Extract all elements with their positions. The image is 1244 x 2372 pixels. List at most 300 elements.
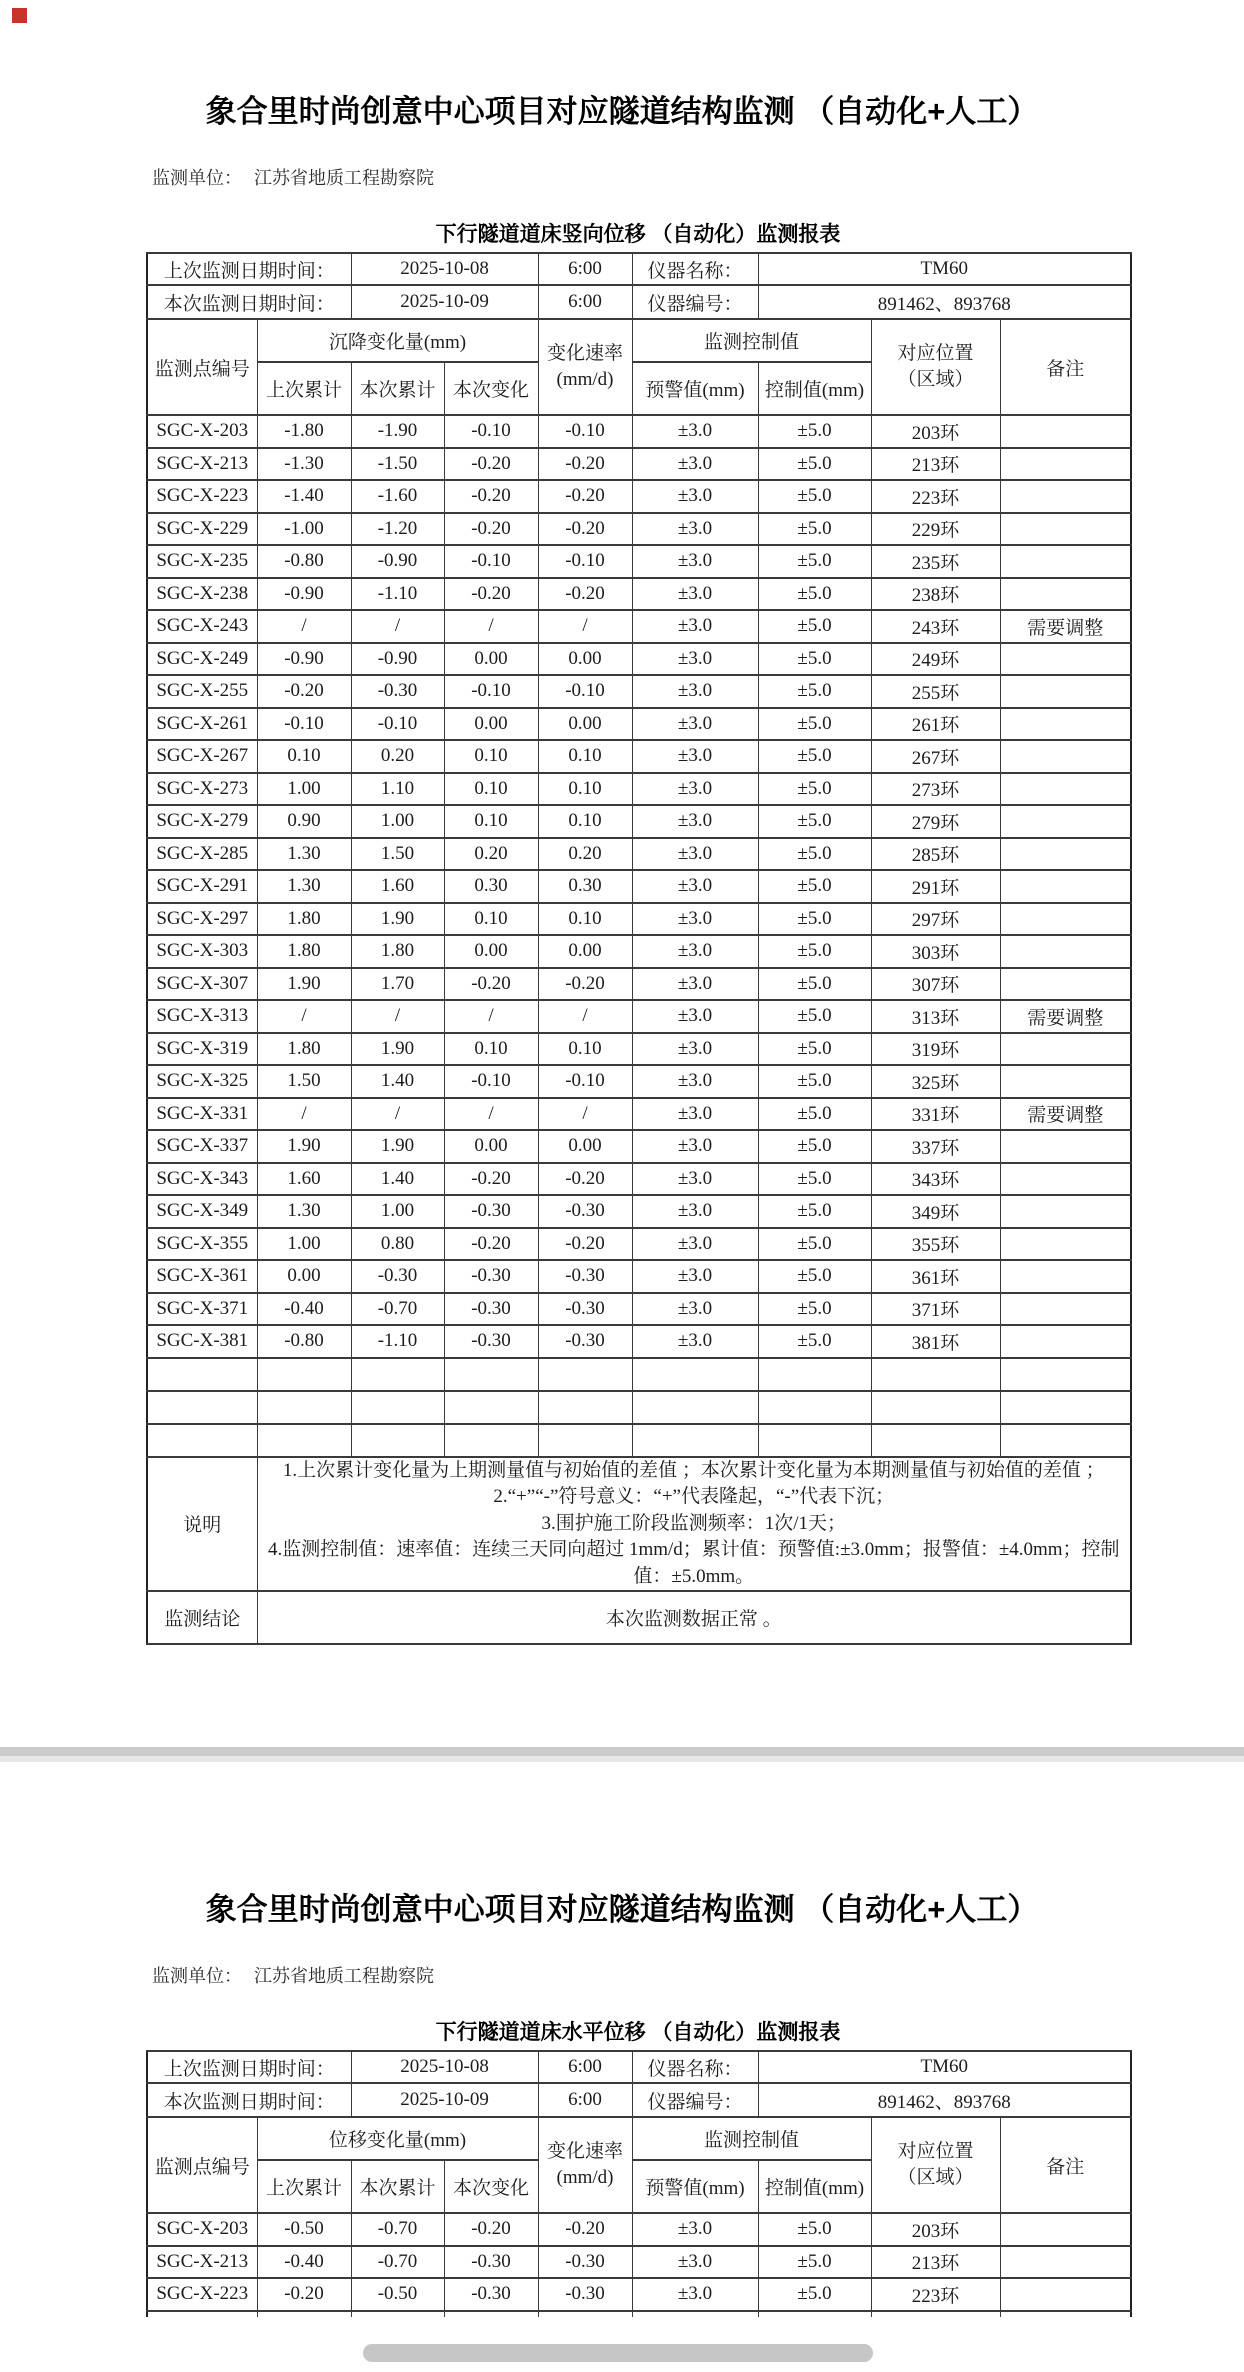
value-cell: ±3.0 — [632, 968, 758, 1001]
value-cell: -0.30 — [444, 1195, 538, 1228]
value-cell: 285环 — [871, 838, 1000, 871]
value-cell: -0.90 — [257, 578, 351, 611]
table-row — [147, 1033, 1131, 1066]
value-cell: ±5.0 — [758, 708, 871, 741]
value-cell: -0.20 — [538, 1163, 632, 1196]
value-cell: 355环 — [871, 1228, 1000, 1261]
value-cell: -0.20 — [444, 448, 538, 481]
instrument-name-label: 仪器名称： — [632, 2051, 758, 2083]
value-cell: 313环 — [871, 1000, 1000, 1033]
prev-date-value: 2025-10-08 — [351, 253, 538, 285]
value-cell: ±5.0 — [758, 2213, 871, 2246]
value-cell: ±3.0 — [632, 1000, 758, 1033]
value-cell: / — [538, 1098, 632, 1131]
empty-row — [147, 1358, 1131, 1391]
value-cell: -0.70 — [351, 1293, 444, 1326]
value-cell — [1000, 1130, 1131, 1163]
value-cell: 371环 — [871, 1293, 1000, 1326]
value-cell — [1000, 1325, 1131, 1358]
org-value: 江苏省地质工程勘察院 — [254, 1966, 434, 1986]
table-row — [147, 1163, 1131, 1196]
curr-time-value: 6:00 — [538, 2083, 632, 2117]
value-cell — [1000, 1065, 1131, 1098]
value-cell: -1.60 — [351, 480, 444, 513]
instrument-name-value: TM60 — [758, 2051, 1131, 2083]
value-cell: -0.10 — [257, 708, 351, 741]
value-cell — [1000, 1228, 1131, 1261]
point-id-cell: SGC-X-361 — [147, 1260, 257, 1293]
value-cell: ±3.0 — [632, 1033, 758, 1066]
value-cell: 343环 — [871, 1163, 1000, 1196]
value-cell: 0.10 — [444, 805, 538, 838]
value-cell: ±5.0 — [758, 1033, 871, 1066]
curr-date-value: 2025-10-09 — [351, 285, 538, 319]
value-cell: -0.10 — [538, 545, 632, 578]
value-cell: 1.80 — [257, 903, 351, 936]
value-cell: -0.20 — [538, 448, 632, 481]
table-row — [147, 1195, 1131, 1228]
value-cell: 361环 — [871, 1260, 1000, 1293]
value-cell: ±3.0 — [632, 610, 758, 643]
table-row — [147, 870, 1131, 903]
value-cell: -1.10 — [351, 1325, 444, 1358]
note-line: 4.监测控制值：速率值：连续三天同向超过 1mm/d；累计值：预警值:±3.0mm；报警值：±4.0mm；控制值：±5.0mm。 — [267, 1539, 1120, 1587]
col-position: 对应位置 （区域） — [871, 319, 1000, 415]
value-cell: ±3.0 — [632, 415, 758, 448]
value-cell: ±3.0 — [632, 838, 758, 871]
value-cell: ±5.0 — [758, 675, 871, 708]
value-cell: / — [538, 610, 632, 643]
value-cell: 0.00 — [538, 1130, 632, 1163]
value-cell: ±3.0 — [632, 1260, 758, 1293]
col-rate: 变化速率 (mm/d) — [538, 319, 632, 415]
value-cell: -0.20 — [444, 1163, 538, 1196]
monitoring-table-horizontal — [146, 2050, 1132, 2317]
value-cell: -0.20 — [257, 2278, 351, 2311]
table-row — [147, 2246, 1131, 2279]
org-label: 监测单位： — [152, 168, 242, 188]
curr-time-value: 6:00 — [538, 285, 632, 319]
value-cell: 1.40 — [351, 1065, 444, 1098]
value-cell: -0.90 — [351, 643, 444, 676]
col-ctrl: 控制值(mm) — [758, 2160, 871, 2213]
value-cell: 1.90 — [351, 903, 444, 936]
value-cell: ±5.0 — [758, 643, 871, 676]
value-cell — [1000, 578, 1131, 611]
point-id-cell: SGC-X-273 — [147, 773, 257, 806]
point-id-cell: SGC-X-261 — [147, 708, 257, 741]
value-cell — [1000, 870, 1131, 903]
prev-date-label: 上次监测日期时间： — [147, 253, 351, 285]
value-cell: ±3.0 — [632, 545, 758, 578]
table-row — [147, 1228, 1131, 1261]
value-cell: 1.30 — [257, 1195, 351, 1228]
value-cell: ±3.0 — [632, 1293, 758, 1326]
value-cell: 0.10 — [538, 1033, 632, 1066]
value-cell: ±5.0 — [758, 935, 871, 968]
value-cell: 307环 — [871, 968, 1000, 1001]
value-cell: 0.00 — [538, 643, 632, 676]
value-cell: 1.30 — [257, 838, 351, 871]
point-id-cell: SGC-X-313 — [147, 1000, 257, 1033]
monitoring-org-line — [152, 166, 1244, 190]
table-row — [147, 1065, 1131, 1098]
value-cell: ±5.0 — [758, 480, 871, 513]
value-cell: 325环 — [871, 1065, 1000, 1098]
col-curr-change: 本次变化 — [444, 362, 538, 415]
value-cell: -0.10 — [351, 708, 444, 741]
table-row — [147, 1000, 1131, 1033]
point-id-cell: SGC-X-243 — [147, 610, 257, 643]
value-cell: 1.60 — [257, 1163, 351, 1196]
point-id-cell: SGC-X-203 — [147, 2213, 257, 2246]
table-row — [147, 935, 1131, 968]
curr-date-label: 本次监测日期时间： — [147, 285, 351, 319]
value-cell: 0.00 — [444, 708, 538, 741]
value-cell: ±5.0 — [758, 740, 871, 773]
value-cell: 1.80 — [257, 935, 351, 968]
value-cell: ±5.0 — [758, 1325, 871, 1358]
value-cell — [1000, 903, 1131, 936]
value-cell: ±5.0 — [758, 1228, 871, 1261]
table-row — [147, 2278, 1131, 2311]
value-cell: 0.10 — [257, 740, 351, 773]
value-cell — [1000, 805, 1131, 838]
col-rate: 变化速率 (mm/d) — [538, 2117, 632, 2213]
prev-date-label: 上次监测日期时间： — [147, 2051, 351, 2083]
value-cell: 0.80 — [351, 1228, 444, 1261]
value-cell: 0.10 — [538, 805, 632, 838]
empty-cell — [444, 2311, 538, 2318]
value-cell: -0.10 — [444, 1065, 538, 1098]
note-line: 2.“+”“-”符号意义：“+”代表隆起，“-”代表下沉； — [493, 1486, 895, 1507]
value-cell: 需要调整 — [1000, 610, 1131, 643]
value-cell: 223环 — [871, 480, 1000, 513]
value-cell: ±3.0 — [632, 903, 758, 936]
value-cell: ±5.0 — [758, 773, 871, 806]
value-cell: ±5.0 — [758, 903, 871, 936]
value-cell: / — [257, 610, 351, 643]
point-id-cell: SGC-X-371 — [147, 1293, 257, 1326]
value-cell: ±3.0 — [632, 773, 758, 806]
value-cell — [1000, 545, 1131, 578]
value-cell: -0.70 — [351, 2213, 444, 2246]
value-cell: -0.90 — [351, 545, 444, 578]
point-id-cell: SGC-X-285 — [147, 838, 257, 871]
prev-time-value: 6:00 — [538, 2051, 632, 2083]
table-wrapper — [146, 252, 1244, 1645]
value-cell: 203环 — [871, 415, 1000, 448]
value-cell: ±3.0 — [632, 1098, 758, 1131]
value-cell: ±5.0 — [758, 2278, 871, 2311]
value-cell: / — [351, 1098, 444, 1131]
value-cell: 303环 — [871, 935, 1000, 968]
value-cell — [1000, 480, 1131, 513]
value-cell: -0.10 — [538, 1065, 632, 1098]
value-cell: 需要调整 — [1000, 1098, 1131, 1131]
table-row — [147, 675, 1131, 708]
point-id-cell: SGC-X-235 — [147, 545, 257, 578]
point-id-cell: SGC-X-223 — [147, 2278, 257, 2311]
value-cell: 0.10 — [538, 773, 632, 806]
value-cell: 1.90 — [351, 1130, 444, 1163]
value-cell: 1.90 — [257, 968, 351, 1001]
value-cell: ±5.0 — [758, 1130, 871, 1163]
point-id-cell: SGC-X-223 — [147, 480, 257, 513]
value-cell: ±5.0 — [758, 1065, 871, 1098]
note-line: 1.上次累计变化量为上期测量值与初始值的差值 ；本次累计变化量为本期测量值与初始值的差值 ； — [282, 1459, 1105, 1481]
value-cell: -1.20 — [351, 513, 444, 546]
col-point-id: 监测点编号 — [147, 319, 257, 415]
value-cell: ±3.0 — [632, 513, 758, 546]
table-row — [147, 1260, 1131, 1293]
col-remark: 备注 — [1000, 319, 1131, 415]
value-cell: ±5.0 — [758, 1195, 871, 1228]
value-cell: 0.10 — [444, 740, 538, 773]
info-row-prev — [147, 2051, 1131, 2083]
table-row — [147, 773, 1131, 806]
value-cell — [1000, 1293, 1131, 1326]
value-cell: -1.30 — [257, 448, 351, 481]
table-row — [147, 708, 1131, 741]
value-cell: ±3.0 — [632, 675, 758, 708]
table-row — [147, 805, 1131, 838]
prev-date-value: 2025-10-08 — [351, 2051, 538, 2083]
curr-date-value: 2025-10-09 — [351, 2083, 538, 2117]
value-cell — [1000, 2278, 1131, 2311]
value-cell: 1.00 — [257, 1228, 351, 1261]
value-cell: ±5.0 — [758, 513, 871, 546]
value-cell: ±3.0 — [632, 2213, 758, 2246]
empty-cell — [351, 2311, 444, 2318]
notes-label: 说明 — [147, 1457, 257, 1592]
value-cell: -0.20 — [538, 2213, 632, 2246]
conclusion-label: 监测结论 — [147, 1591, 257, 1644]
value-cell: 1.80 — [351, 935, 444, 968]
value-cell: 0.90 — [257, 805, 351, 838]
value-cell: 255环 — [871, 675, 1000, 708]
value-cell: ±5.0 — [758, 805, 871, 838]
value-cell: -0.20 — [538, 968, 632, 1001]
empty-cell — [147, 2311, 257, 2318]
value-cell: 243环 — [871, 610, 1000, 643]
col-warn: 预警值(mm) — [632, 362, 758, 415]
table-row — [147, 545, 1131, 578]
value-cell: ±3.0 — [632, 2246, 758, 2279]
value-cell: 279环 — [871, 805, 1000, 838]
info-row-prev — [147, 253, 1131, 285]
value-cell: ±3.0 — [632, 1228, 758, 1261]
notes-row — [147, 1457, 1131, 1592]
value-cell: -0.20 — [257, 675, 351, 708]
value-cell: / — [444, 610, 538, 643]
value-cell: 1.00 — [351, 805, 444, 838]
value-cell: -0.20 — [444, 480, 538, 513]
scroll-indicator-pill[interactable] — [363, 2344, 873, 2362]
value-cell: 0.00 — [444, 643, 538, 676]
data-rows-page1 — [147, 415, 1131, 1358]
value-cell: ±3.0 — [632, 1163, 758, 1196]
value-cell: ±3.0 — [632, 480, 758, 513]
value-cell: / — [257, 1098, 351, 1131]
monitoring-table-vertical — [146, 252, 1132, 1645]
value-cell: -0.30 — [444, 2246, 538, 2279]
value-cell — [1000, 935, 1131, 968]
instrument-no-value: 891462、893768 — [758, 2083, 1131, 2117]
document-title: 象合里时尚创意中心项目对应隧道结构监测 （自动化+人工） — [205, 1892, 1039, 1927]
value-cell: ±3.0 — [632, 448, 758, 481]
point-id-cell: SGC-X-279 — [147, 805, 257, 838]
value-cell — [1000, 1195, 1131, 1228]
value-cell: ±5.0 — [758, 610, 871, 643]
value-cell — [1000, 513, 1131, 546]
value-cell: -0.30 — [444, 1260, 538, 1293]
value-cell — [1000, 675, 1131, 708]
value-cell: ±5.0 — [758, 545, 871, 578]
table-row — [147, 838, 1131, 871]
point-id-cell: SGC-X-349 — [147, 1195, 257, 1228]
value-cell: 331环 — [871, 1098, 1000, 1131]
curr-date-label: 本次监测日期时间： — [147, 2083, 351, 2117]
table-row — [147, 415, 1131, 448]
value-cell — [1000, 968, 1131, 1001]
value-cell: -0.10 — [538, 415, 632, 448]
point-id-cell: SGC-X-331 — [147, 1098, 257, 1131]
empty-row — [147, 1424, 1131, 1457]
value-cell: -0.30 — [538, 1325, 632, 1358]
value-cell: 0.30 — [444, 870, 538, 903]
empty-cell — [871, 2311, 1000, 2318]
empty-row — [147, 1391, 1131, 1424]
point-id-cell: SGC-X-249 — [147, 643, 257, 676]
point-id-cell: SGC-X-213 — [147, 448, 257, 481]
value-cell: 1.50 — [257, 1065, 351, 1098]
value-cell: -0.30 — [351, 1260, 444, 1293]
prev-time-value: 6:00 — [538, 253, 632, 285]
table-row — [147, 1293, 1131, 1326]
value-cell: 1.30 — [257, 870, 351, 903]
value-cell: ±5.0 — [758, 1000, 871, 1033]
point-id-cell: SGC-X-267 — [147, 740, 257, 773]
page-separator — [0, 1747, 1244, 1762]
point-id-cell: SGC-X-337 — [147, 1130, 257, 1163]
header-row-groups — [147, 2117, 1131, 2160]
table-row — [147, 1130, 1131, 1163]
table-row — [147, 480, 1131, 513]
value-cell: 1.90 — [351, 1033, 444, 1066]
value-cell: -0.50 — [257, 2213, 351, 2246]
value-cell: 0.20 — [444, 838, 538, 871]
value-cell: 229环 — [871, 513, 1000, 546]
value-cell: ±3.0 — [632, 643, 758, 676]
value-cell: -0.20 — [538, 480, 632, 513]
point-id-cell: SGC-X-291 — [147, 870, 257, 903]
col-point-id: 监测点编号 — [147, 2117, 257, 2213]
value-cell: 213环 — [871, 448, 1000, 481]
value-cell — [1000, 773, 1131, 806]
info-row-curr — [147, 285, 1131, 319]
value-cell: 需要调整 — [1000, 1000, 1131, 1033]
org-label: 监测单位： — [152, 1966, 242, 1986]
value-cell: -0.30 — [351, 675, 444, 708]
value-cell: ±5.0 — [758, 870, 871, 903]
value-cell — [1000, 708, 1131, 741]
value-cell: ±5.0 — [758, 1098, 871, 1131]
empty-cell — [257, 2311, 351, 2318]
table-row — [147, 740, 1131, 773]
value-cell: / — [444, 1098, 538, 1131]
point-id-cell: SGC-X-355 — [147, 1228, 257, 1261]
value-cell: -0.20 — [444, 1228, 538, 1261]
value-cell: 297环 — [871, 903, 1000, 936]
value-cell: ±3.0 — [632, 805, 758, 838]
value-cell — [1000, 1260, 1131, 1293]
value-cell: ±5.0 — [758, 415, 871, 448]
value-cell: 203环 — [871, 2213, 1000, 2246]
value-cell — [1000, 838, 1131, 871]
value-cell: 238环 — [871, 578, 1000, 611]
clipped-next-row — [147, 2311, 1131, 2318]
col-group-control: 监测控制值 — [632, 2117, 871, 2160]
value-cell: 1.50 — [351, 838, 444, 871]
value-cell: -0.20 — [538, 513, 632, 546]
table-row — [147, 1325, 1131, 1358]
value-cell: -0.30 — [538, 1260, 632, 1293]
instrument-no-label: 仪器编号： — [632, 285, 758, 319]
document-title: 象合里时尚创意中心项目对应隧道结构监测 （自动化+人工） — [205, 94, 1039, 129]
empty-cell — [758, 2311, 871, 2318]
value-cell — [1000, 1033, 1131, 1066]
value-cell: -1.50 — [351, 448, 444, 481]
table-row — [147, 578, 1131, 611]
value-cell — [1000, 415, 1131, 448]
value-cell: -0.20 — [538, 578, 632, 611]
col-group-change: 沉降变化量(mm) — [257, 319, 538, 362]
point-id-cell: SGC-X-213 — [147, 2246, 257, 2279]
value-cell: -0.30 — [444, 2278, 538, 2311]
col-curr-cum: 本次累计 — [351, 362, 444, 415]
value-cell: ±5.0 — [758, 578, 871, 611]
value-cell: 1.10 — [351, 773, 444, 806]
value-cell: 0.00 — [538, 935, 632, 968]
value-cell: -0.20 — [444, 578, 538, 611]
table-row — [147, 968, 1131, 1001]
value-cell: 0.10 — [444, 903, 538, 936]
value-cell: 223环 — [871, 2278, 1000, 2311]
value-cell: ±3.0 — [632, 1065, 758, 1098]
value-cell: / — [351, 610, 444, 643]
col-group-control: 监测控制值 — [632, 319, 871, 362]
table-row — [147, 513, 1131, 546]
value-cell: 0.00 — [444, 935, 538, 968]
value-cell: -0.30 — [444, 1293, 538, 1326]
value-cell: -0.20 — [538, 1228, 632, 1261]
table-row — [147, 2213, 1131, 2246]
value-cell: 1.80 — [257, 1033, 351, 1066]
value-cell: ±3.0 — [632, 2278, 758, 2311]
value-cell: ±3.0 — [632, 1130, 758, 1163]
value-cell: -0.10 — [538, 675, 632, 708]
value-cell: -0.30 — [538, 1293, 632, 1326]
value-cell: ±3.0 — [632, 578, 758, 611]
value-cell: -1.90 — [351, 415, 444, 448]
info-row-curr — [147, 2083, 1131, 2117]
value-cell: -0.80 — [257, 545, 351, 578]
value-cell — [1000, 1163, 1131, 1196]
value-cell — [1000, 2246, 1131, 2279]
value-cell: ±5.0 — [758, 1293, 871, 1326]
value-cell: 0.20 — [538, 838, 632, 871]
